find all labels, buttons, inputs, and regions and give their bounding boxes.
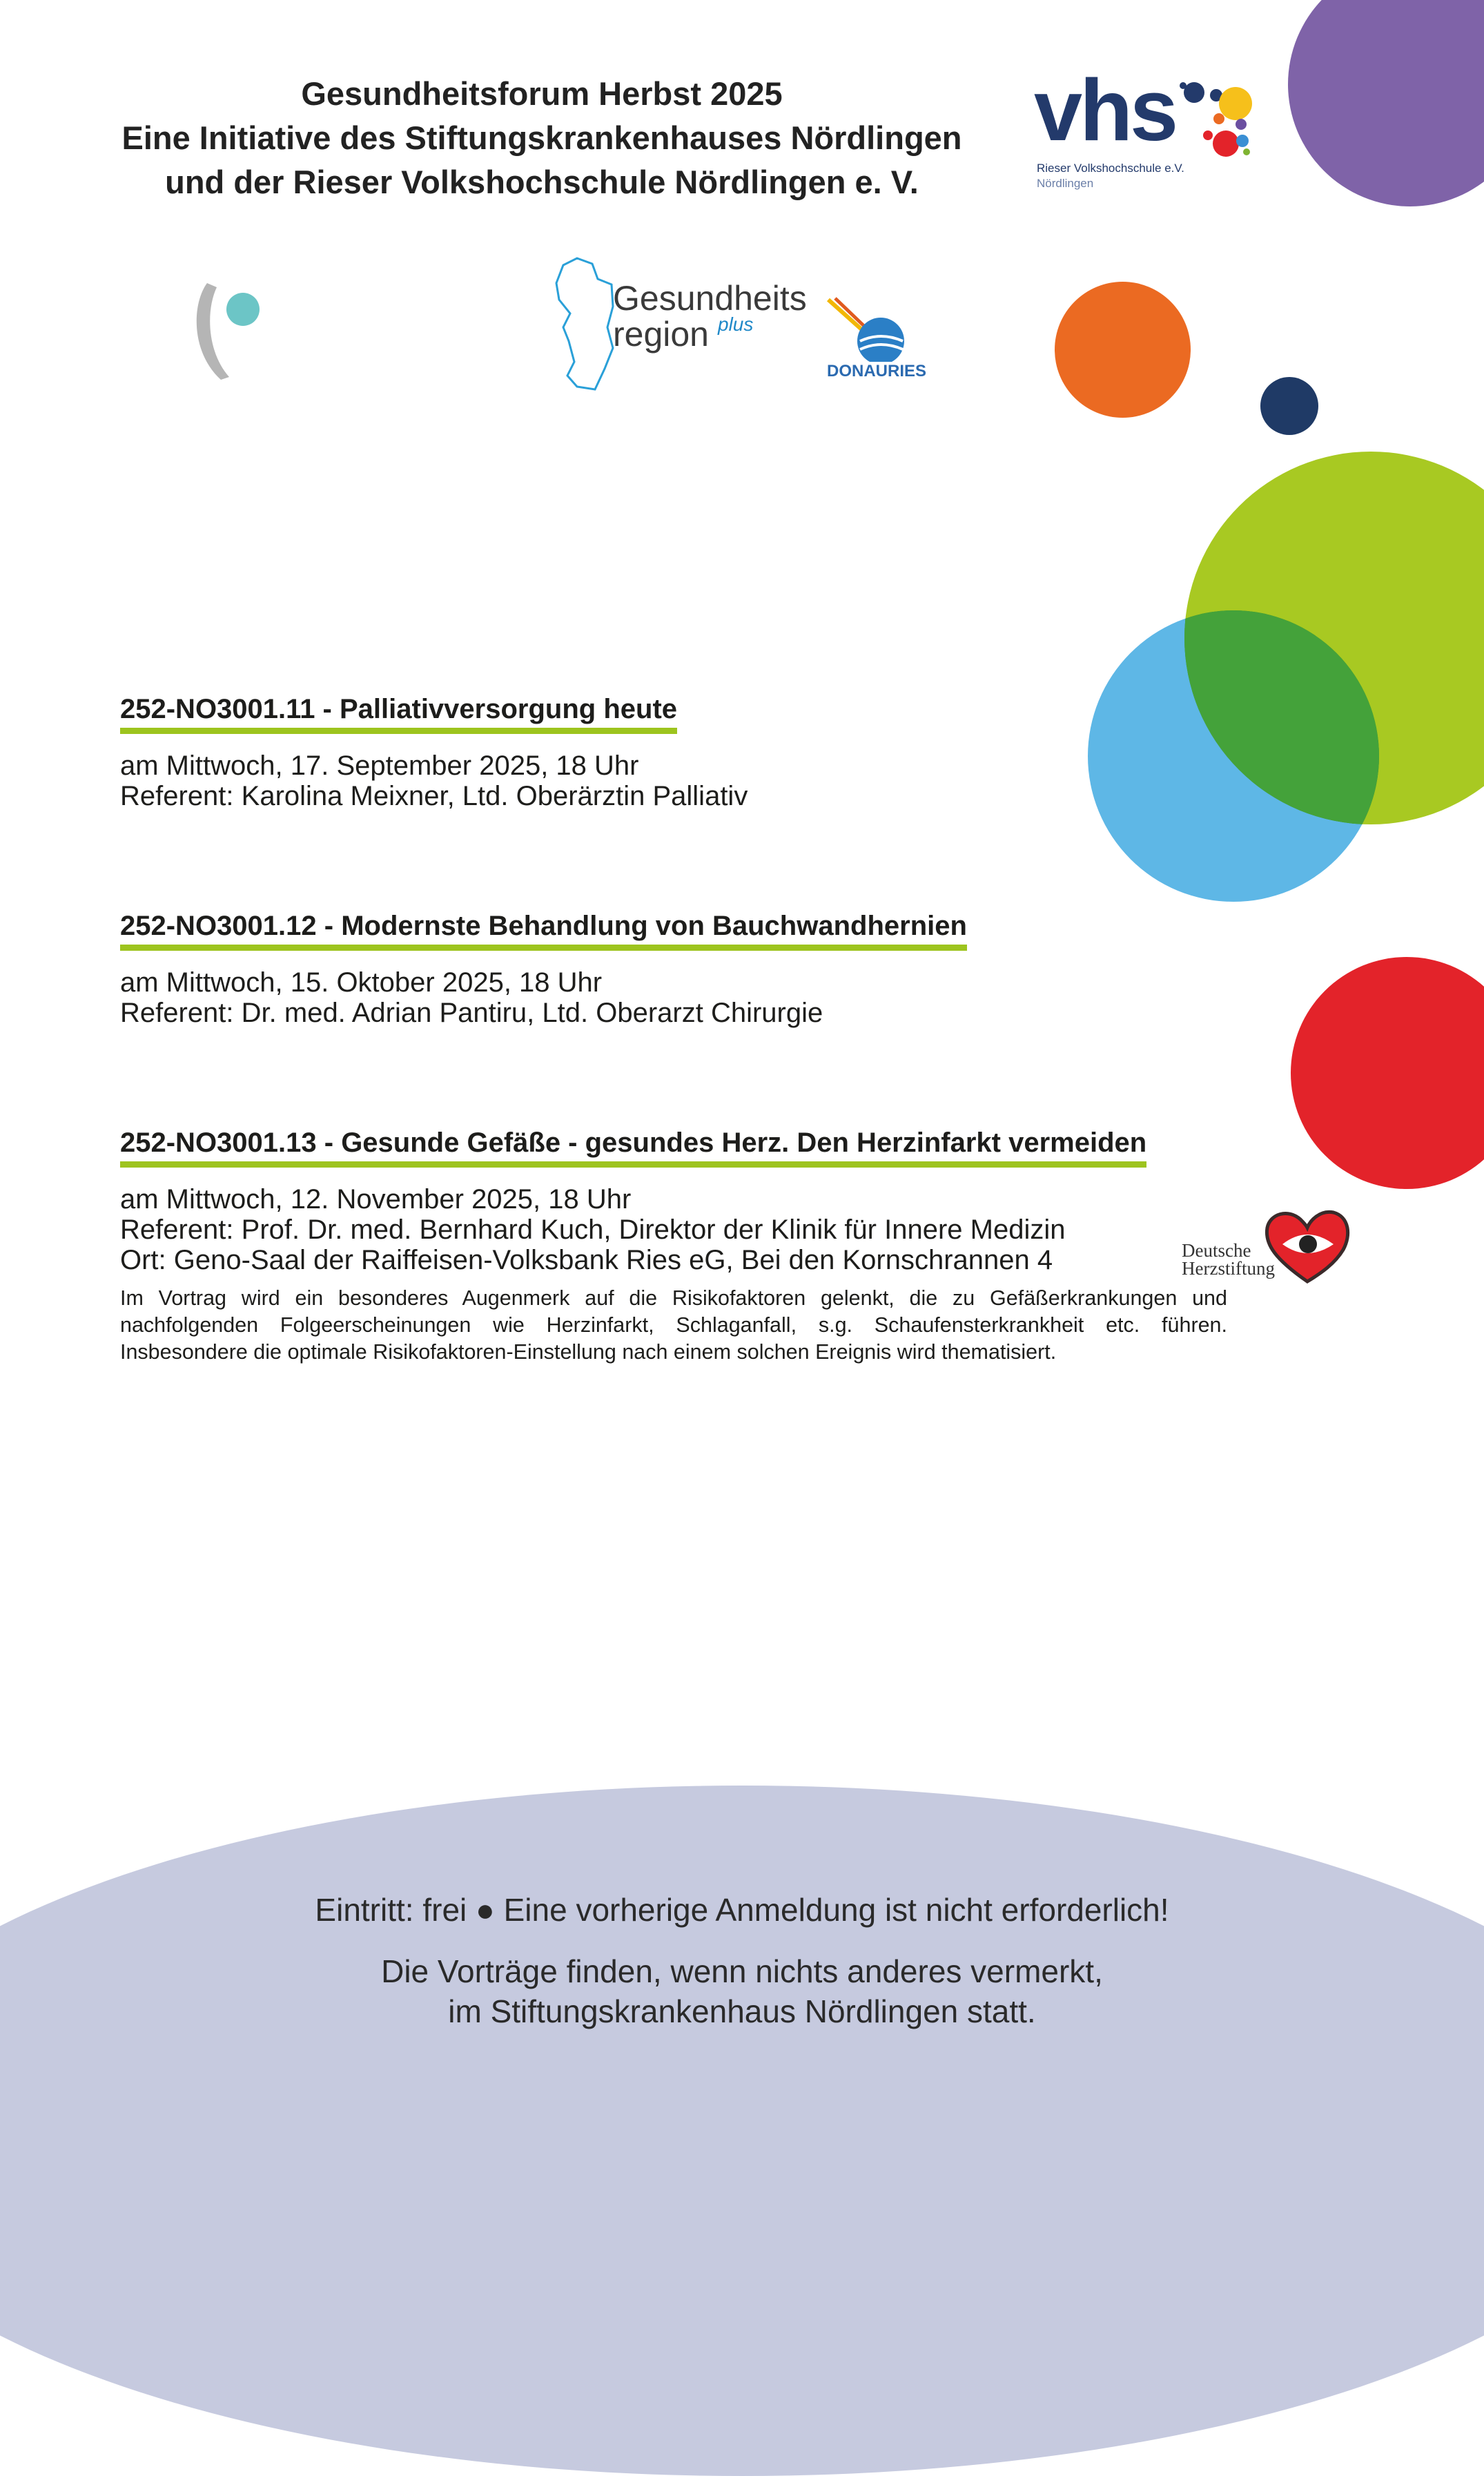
stiftungskrankenhaus-logo-icon: [186, 276, 269, 387]
decor-circle-orange: [1055, 282, 1191, 418]
event-2-speaker: Referent: Dr. med. Adrian Pantiru, Ltd. Oberarzt Chirurgie: [120, 998, 823, 1028]
gesundheitsregion-logo: [549, 251, 936, 396]
herzstiftung-logo: [1179, 1207, 1351, 1284]
event-3-location: Ort: Geno-Saal der Raiffeisen-Volksbank Ries eG, Bei den Kornschrannen 4: [120, 1245, 1053, 1275]
heart-icon: [1262, 1207, 1353, 1284]
decor-circle-purple: [1288, 0, 1484, 206]
vhs-dots-icon: [1165, 76, 1255, 159]
event-3: [120, 1125, 1238, 1366]
gesundheitsregion-plus: plus: [718, 313, 754, 335]
event-2-title: 252-NO3001.12 - Modernste Behandlung von Bauchwandhernien: [120, 909, 967, 951]
footer-location-line1: Die Vorträge finden, wenn nichts anderes vermerkt,: [381, 1953, 1103, 1989]
vhs-logo: [1034, 61, 1269, 193]
herzstiftung-line1: Deutsche: [1182, 1240, 1251, 1261]
footer-location-line2: im Stiftungskrankenhaus Nördlingen statt.: [448, 1993, 1036, 2029]
decor-circle-overlap: [1088, 452, 1484, 902]
bavaria-map-icon: [549, 251, 618, 396]
gesundheitsregion-line1: Gesundheits: [613, 279, 807, 318]
event-2-date: am Mittwoch, 15. Oktober 2025, 18 Uhr: [120, 967, 603, 998]
event-3-title: 252-NO3001.13 - Gesunde Gefäße - gesundes Herz. Den Herzinfarkt vermeiden: [120, 1125, 1146, 1168]
header-subtitle-2: und der Rieser Volkshochschule Nördlingen e. V.: [165, 164, 919, 200]
event-1-speaker: Referent: Karolina Meixner, Ltd. Oberärztin Palliativ: [120, 781, 748, 811]
vhs-subtitle: Rieser Volkshochschule e.V.: [1037, 162, 1184, 175]
page-header: [55, 72, 1028, 204]
footer-admission: Eintritt: frei ● Eine vorherige Anmeldung ist nicht erforderlich!: [315, 1892, 1169, 1928]
vhs-wordmark: vhs: [1034, 61, 1176, 159]
gesundheitsregion-line2: region: [613, 315, 709, 354]
herzstiftung-label: [1182, 1241, 1275, 1277]
donauries-emblem-icon: [826, 293, 929, 362]
event-1-date: am Mittwoch, 17. September 2025, 18 Uhr: [120, 751, 639, 781]
vhs-location: Nördlingen: [1037, 177, 1094, 190]
event-1: [120, 692, 1238, 811]
event-3-date: am Mittwoch, 12. November 2025, 18 Uhr: [120, 1184, 632, 1215]
donauries-label: DONAURIES: [827, 362, 927, 380]
herzstiftung-line2: Herzstiftung: [1182, 1258, 1275, 1279]
event-3-description: Im Vortrag wird ein besonderes Augenmerk auf die Risikofaktoren gelenkt, die zu Gefäßerkrankungen und nachfolgenden Folgeerscheinungen wie Herzinfarkt, Schlaganfall, s.g. Schaufensterkrankheit etc. führen. Insbesondere die optimale Risikofaktoren-Einstellung nach einem solchen Ereignis wird thematisiert.: [120, 1286, 1227, 1364]
decor-circle-red: [1291, 957, 1484, 1189]
header-title: Gesundheitsforum Herbst 2025: [301, 75, 783, 112]
event-1-title: 252-NO3001.11 - Palliativversorgung heute: [120, 692, 677, 734]
event-3-speaker: Referent: Prof. Dr. med. Bernhard Kuch, Direktor der Klinik für Innere Medizin: [120, 1215, 1066, 1245]
event-2: [120, 909, 1238, 1028]
header-subtitle-1: Eine Initiative des Stiftungskrankenhauses Nördlingen: [121, 119, 962, 156]
decor-circle-navy: [1260, 377, 1318, 435]
